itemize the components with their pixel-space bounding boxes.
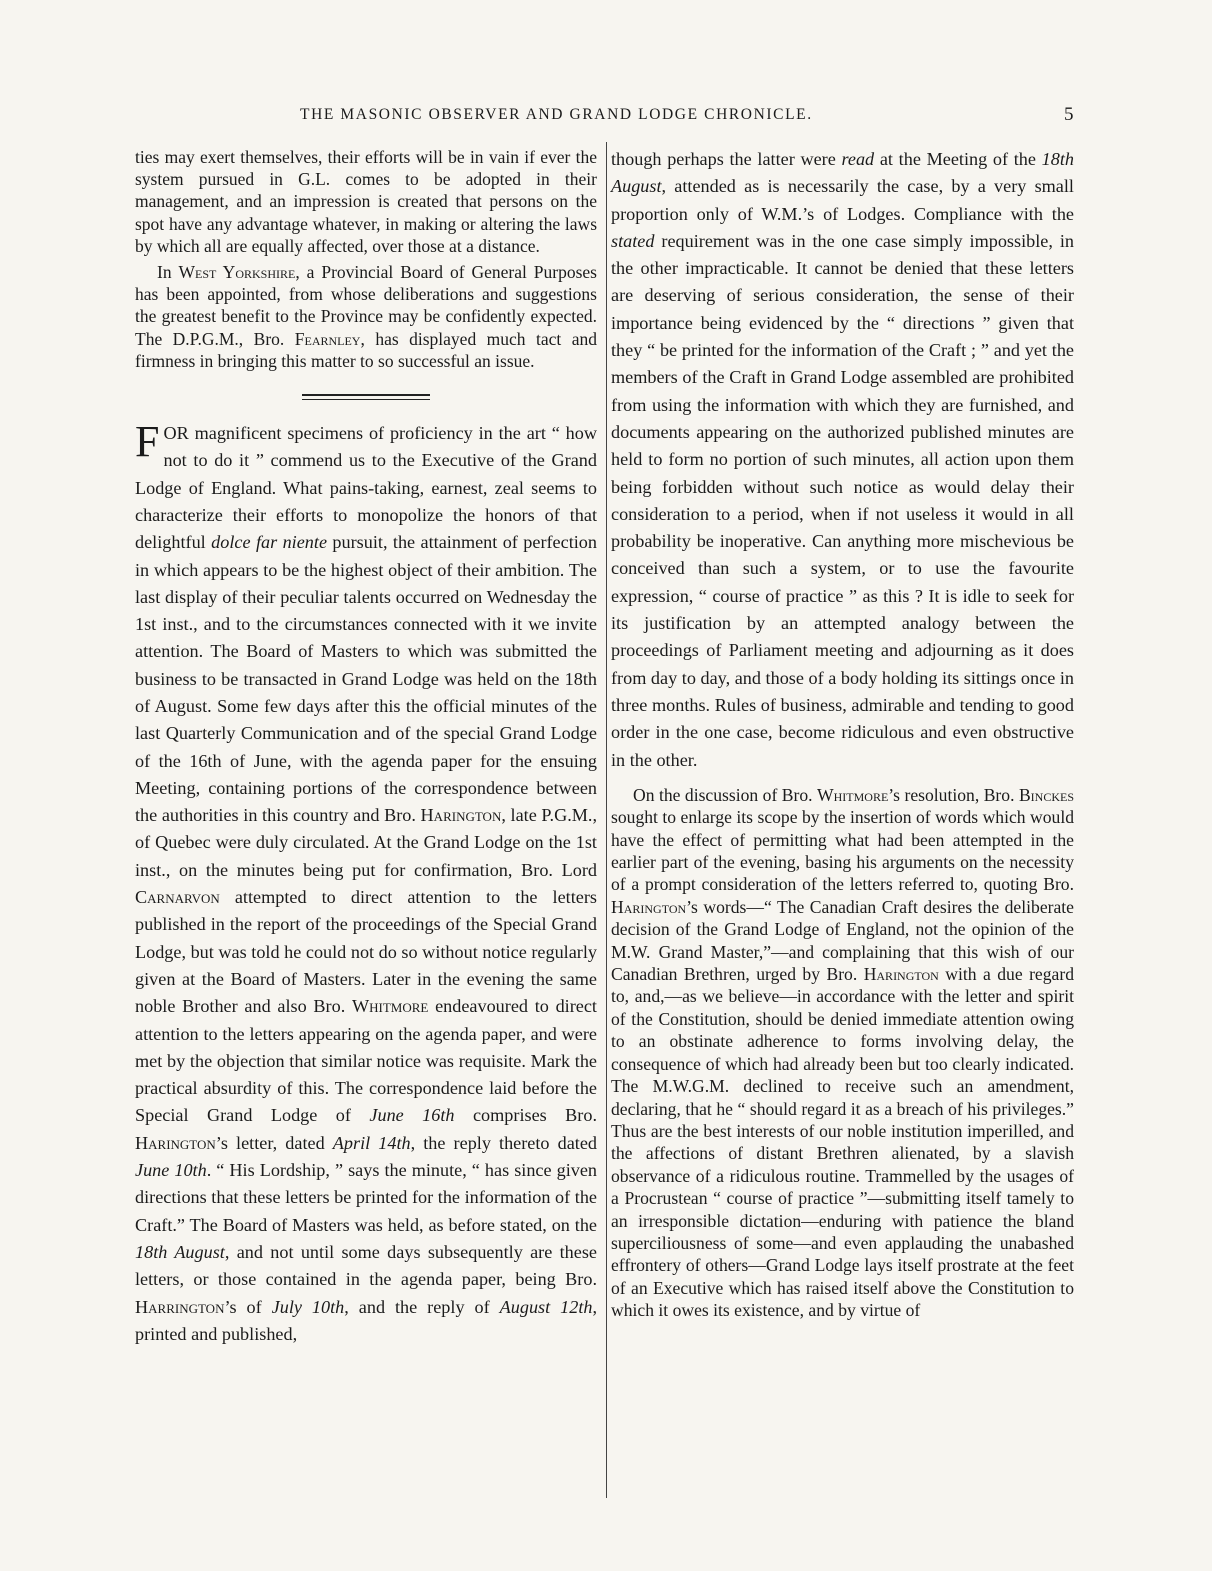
place-name: West Yorkshire (178, 262, 296, 283)
page-number: 5 (1064, 104, 1074, 125)
date-reference: April 14th (332, 1132, 411, 1153)
person-name: Fearnley (294, 328, 361, 349)
person-name: Harrington (135, 1296, 225, 1317)
running-title: THE MASONIC OBSERVER AND GRAND LODGE CHRONICLE. (300, 106, 813, 123)
editorial-continuation: though perhaps the latter were read at the Meeting of the 18th August, attended as is necessarily the case, by a very small proportion only of W.M.’s of Lodges. Compliance with the stated requirement was in the one case simply impossible, in the other impracticable. It cannot be denied that these letters are deserving of serious consideration, the sense of their importance being evidenced by the “ directions ” given that they “ be printed for the information of the Craft ; ” and yet the members of the Craft in Grand Lodge assembled are prohibited from using the information with which they are furnished, and documents appearing on the authorized published minutes are held to form no portion of such minutes, all action upon them being forbidden without such notice as would delay their consideration to a period, when if not useless it would in all probability be inoperative. Can anything more mischevious be conceived than such a system, or to use the favourite expression, “ course of practice ” as this ? It is idle to seek for its justification by an attempted analogy between the proceedings of Parliament meeting and adjourning as it does from day to day, and those of a body holding its sittings once in three months. Rules of business, admirable and tending to good order in the one case, become ridiculous and even obstructive in the other. (611, 149, 1075, 770)
date-reference: August 12th (499, 1296, 593, 1317)
date-reference: June 16th (369, 1105, 455, 1126)
section-divider (302, 394, 430, 400)
person-name: Whitmore (351, 996, 429, 1017)
person-name: Harington (135, 1132, 216, 1153)
article-continuation: ties may exert themselves, their efforts will be in vain if ever the system pursued in G.L. comes to be adopted in their management, and an impression is created that persons on the spot have any advantage whatever, in making or altering the laws by which all are equally affected, over those at a distance. (135, 147, 597, 256)
person-name: Binckes (1018, 784, 1075, 805)
right-column (611, 146, 1074, 1322)
person-name: Whitmore (817, 784, 889, 805)
date-reference: 18th August (611, 149, 1075, 197)
editorial-paragraph: FOR magnificent specimens of proficiency in the art “ how not to do it ” commend us to the Executive of the Grand Lodge of England. What pains-taking, earnest, zeal seems to characterize their efforts to monopolize the honors of that delightful dolce far niente pursuit, the attainment of perfection in which appears to be the highest object of their ambition. The last display of their peculiar talents occurred on Wednesday the 1st inst., and to the circumstances connected with it we invite attention. The Board of Masters to which was submitted the business to be transacted in Grand Lodge was held on the 18th of August. Some few days after this the official minutes of the last Quarterly Communication and of the special Grand Lodge of the 16th of June, with the agenda paper for the ensuing Meeting, containing portions of the correspondence between the authorities in this country and Bro. Harington, late P.G.M., of Quebec were duly circulated. At the Grand Lodge on the 1st inst., on the minutes being put for confirmation, Bro. Lord Carnarvon attempted to direct attention to the letters published in the report of the proceedings of the Special Grand Lodge, but was told he could not do so without notice regularly given at the Board of Masters. Later in the evening the same noble Brother and also Bro. Whitmore endeavoured to direct attention to the letters appearing on the agenda paper, and were met by the objection that similar notice was requisite. Mark the practical absurdity of this. The correspondence laid before the Special Grand Lodge of June 16th comprises Bro. Harington’s letter, dated April 14th, the reply thereto dated June 10th. “ His Lordship, ” says the minute, “ has since given directions that these letters be printed for the information of the Craft.” The Board of Masters was held, as before stated, on the 18th August, and not until some days subsequently are these letters, or those contained in the agenda paper, being Bro. Harrington’s of July 10th, and the reply of August 12th, printed and published, (135, 417, 598, 1344)
column-divider (606, 142, 607, 1498)
person-name: Carnarvon (135, 887, 220, 908)
date-reference: July 10th (271, 1296, 345, 1317)
date-reference: 18th August (135, 1241, 225, 1262)
person-name: Harington (863, 964, 939, 985)
resolution-paragraph: On the discussion of Bro. Whitmore’s resolution, Bro. Binckes sought to enlarge its scope by the insertion of words which would have the effect of permitting what had been attempted in the earlier part of the evening, basing his arguments on the necessity of a prompt consideration of the letters referred to, quoting Bro. Harington’s words—“ The Canadian Craft desires the deliberate decision of the Grand Lodge of England, not the opinion of the M.W. Grand Master,”—and complaining that this wish of our Canadian Brethren, urged by Bro. Harington with a due regard to, and,—as we believe—in accordance with the letter and spirit of the Constitution, should be denied immediate attention owing to an obstinate adherence to forms involving delay, the consequence of which had already been but too clearly indicated. The M.W.G.M. declined to receive such an amendment, declaring, that he “ should regard it as a breach of his privileges.” Thus are the best interests of our noble institution imperilled, and the affections of distant Brethren alienated, by a slavish observance of a ridiculous routine. Trammelled by the usages of a Procrustean “ course of practice ”—submitting itself tamely to an irresponsible dictation—enduring with patience the bland superciliousness of some—and even applauding the unabashed effrontery of others—Grand Lodge lays itself prostrate at the feet of an Executive which has raised itself above the Constitution to which it owes its existence, and by virtue of (611, 784, 1075, 1321)
person-name: Harington (611, 896, 687, 917)
left-column (135, 146, 597, 1348)
person-name: Harington (420, 805, 502, 826)
date-reference: June 10th (135, 1160, 207, 1181)
drop-cap: F (135, 417, 160, 467)
west-yorkshire-paragraph: In West Yorkshire, a Provincial Board of General Purposes has been appointed, from whose deliberations and suggestions the greatest benefit to the Province may be confidently expected. The D.P.G.M., Bro. Fearnley, has displayed much tact and firmness in bringing this matter to so successful an issue. (135, 262, 597, 371)
